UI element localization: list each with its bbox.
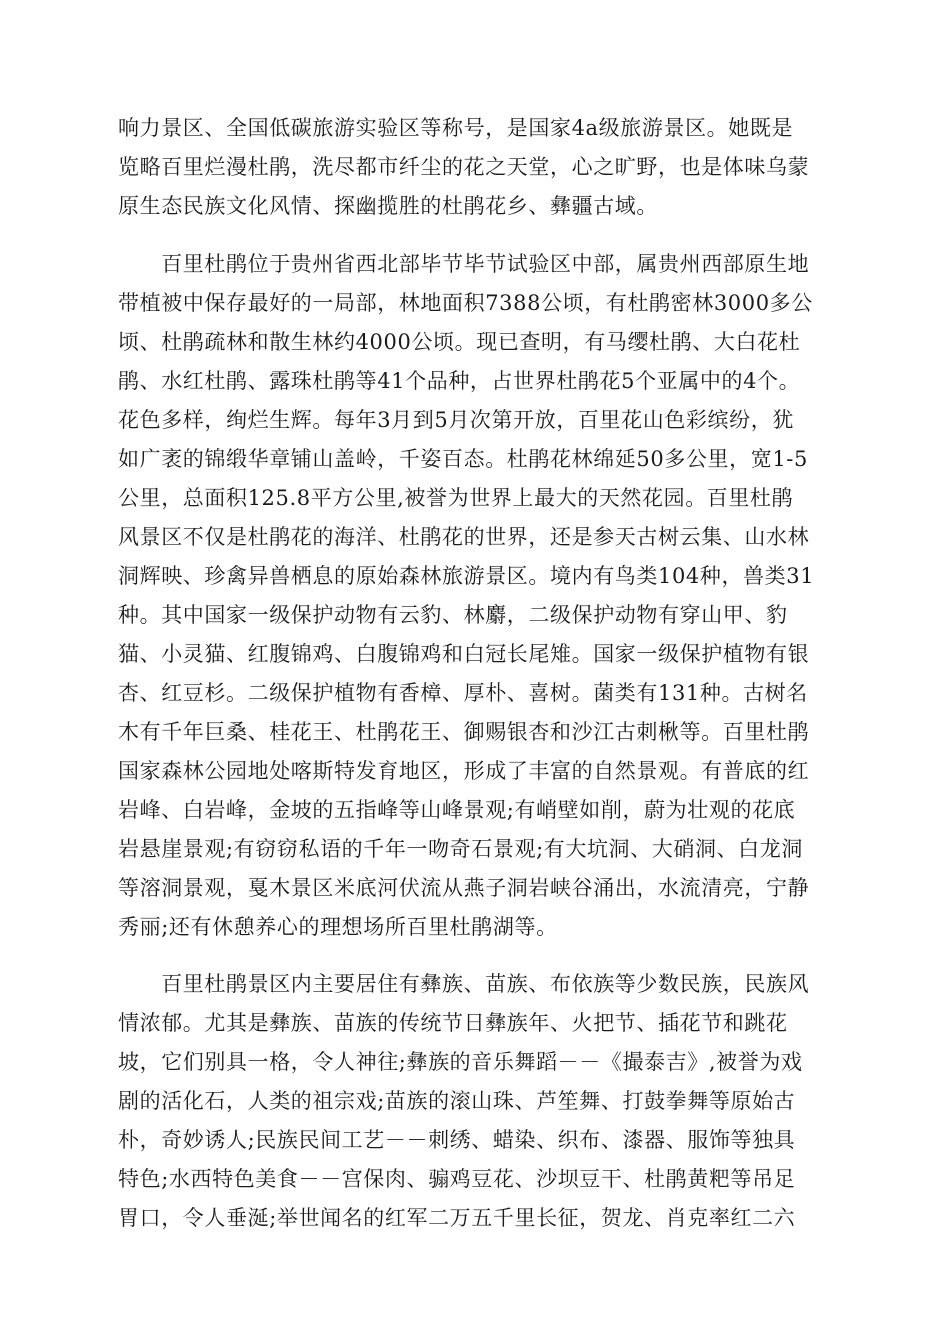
text-line: 岩悬崖景观;有窃窃私语的千年一吻奇石景观;有大坑洞、大硝洞、白龙洞	[118, 837, 803, 861]
text-line: 朴，奇妙诱人;民族民间工艺－－刺绣、蜡染、织布、漆器、服饰等独具	[118, 1128, 796, 1152]
text-line: 如广袤的锦缎华章铺山盖岭，千姿百态。杜鹃花林绵延50多公里，宽1-5	[118, 447, 808, 471]
text-line: 种。其中国家一级保护动物有云豹、林麝，二级保护动物有穿山甲、豹	[118, 603, 788, 627]
text-line: 秀丽;还有休憩养心的理想场所百里杜鹃湖等。	[118, 915, 558, 939]
text-line: 等溶洞景观，戛木景区米底河伏流从燕子洞岩峡谷涌出，水流清亮，宁静	[118, 876, 810, 900]
text-line: 风景区不仅是杜鹃花的海洋、杜鹃花的世界，还是参天古树云集、山水林	[118, 525, 810, 549]
text-line: 国家森林公园地处喀斯特发育地区，形成了丰富的自然景观。有普底的红	[118, 759, 810, 783]
text-line: 公里，总面积125.8平方公里,被誉为世界上最大的天然花园。百里杜鹃	[118, 486, 794, 510]
text-line: 原生态民族文化风情、探幽揽胜的杜鹃花乡、彝疆古域。	[118, 194, 658, 218]
text-line: 胃口，令人垂涎;举世闻名的红军二万五千里长征，贺龙、肖克率红二六	[118, 1206, 796, 1230]
text-line: 花色多样，绚烂生辉。每年3月到5月次第开放，百里花山色彩缤纷，犹	[118, 408, 794, 432]
text-line: 鹃、水红杜鹃、露珠杜鹃等41个品种，占世界杜鹃花5个亚属中的4个。	[118, 369, 801, 393]
text-line: 洞辉映、珍禽异兽栖息的原始森林旅游景区。境内有鸟类104种，兽类31	[118, 564, 815, 588]
text-line: 坡，它们别具一格，令人神往;彝族的音乐舞蹈－－《撮泰吉》,被誉为戏	[118, 1050, 803, 1074]
text-line: 猫、小灵猫、红腹锦鸡、白腹锦鸡和白冠长尾雉。国家一级保护植物有银	[118, 642, 810, 666]
text-line: 响力景区、全国低碳旅游实验区等称号，是国家4a级旅游景区。她既是	[118, 116, 794, 140]
text-line: 情浓郁。尤其是彝族、苗族的传统节日彝族年、火把节、插花节和跳花	[118, 1011, 788, 1035]
text-line: 顷、杜鹃疏林和散生林约4000公顷。现已查明，有马缨杜鹃、大白花杜	[118, 330, 801, 354]
text-line: 特色;水西特色美食－－宫保肉、骟鸡豆花、沙坝豆干、杜鹃黄粑等吊足	[118, 1167, 796, 1191]
text-line: 百里杜鹃位于贵州省西北部毕节毕节试验区中部，属贵州西部原生地	[118, 252, 810, 276]
text-line: 览略百里烂漫杜鹃，洗尽都市纤尘的花之天堂，心之旷野，也是体味乌蒙	[118, 155, 810, 179]
text-line: 岩峰、白岩峰，金坡的五指峰等山峰景观;有峭壁如削，蔚为壮观的花底	[118, 798, 796, 822]
text-line: 木有千年巨桑、桂花王、杜鹃花王、御赐银杏和沙江古刺楸等。百里杜鹃	[118, 720, 810, 744]
text-line: 百里杜鹃景区内主要居住有彝族、苗族、布依族等少数民族，民族风	[118, 972, 810, 996]
text-line: 杏、红豆杉。二级保护植物有香樟、厚朴、喜树。菌类有131种。古树名	[118, 681, 808, 705]
text-line: 剧的活化石，人类的祖宗戏;苗族的滚山珠、芦笙舞、打鼓拳舞等原始古	[118, 1089, 796, 1113]
text-line: 带植被中保存最好的一局部，林地面积7388公顷，有杜鹃密林3000多公	[118, 291, 813, 315]
